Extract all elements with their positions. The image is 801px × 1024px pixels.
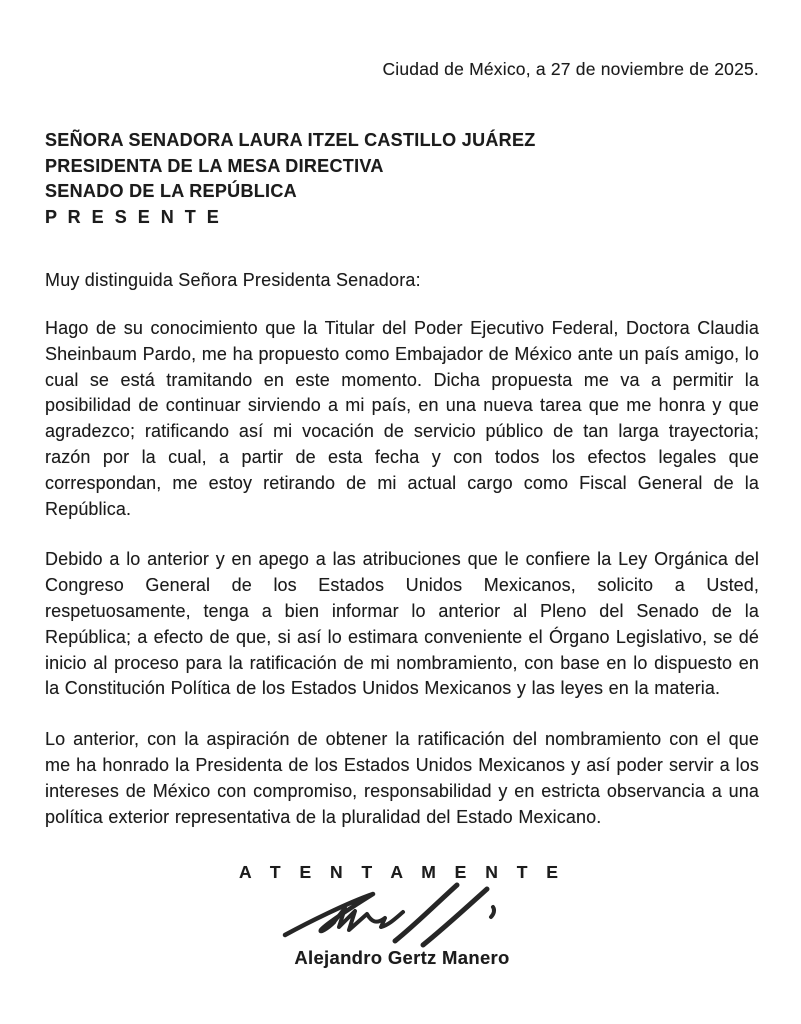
handwritten-signature-scribble bbox=[277, 877, 527, 949]
closing-atentamente: A T E N T A M E N T E bbox=[239, 862, 565, 883]
recipient-title: PRESIDENTA DE LA MESA DIRECTIVA bbox=[45, 155, 384, 176]
paragraph-request: Debido a lo anterior y en apego a las atribuciones que le confiere la Ley Orgánica del Congreso General de los Estados Unidos Mexicanos, solicito a Usted, respetuosamente, tenga a bien informar lo anterior al Pleno del Senado de la República; a efecto de que, si así lo estimara conveniente el Órgano Legislativo, se dé inicio al proceso para la ratificación de mi nombramiento, con base en lo dispuesto en la Constitución Política de los Estados Unidos Mexicanos y las leyes en la materia. bbox=[45, 549, 759, 699]
paragraph-aspiration: Lo anterior, con la aspiración de obtener la ratificación del nombramiento con el que me ha honrado la Presidenta de los Estados Unidos Mexicanos y así poder servir a los intereses de México con compromiso, responsabilidad y en estricta observancia a una política exterior representativa de la pluralidad del Estado Mexicano. bbox=[45, 729, 759, 827]
recipient-presente: P R E S E N T E bbox=[45, 206, 222, 227]
salutation: Muy distinguida Señora Presidenta Senadora: bbox=[45, 270, 421, 290]
dateline: Ciudad de México, a 27 de noviembre de 2025. bbox=[382, 59, 759, 79]
signature-area bbox=[45, 877, 759, 949]
recipient-name: SEÑORA SENADORA LAURA ITZEL CASTILLO JUÁREZ bbox=[45, 130, 536, 150]
paragraph-proposal: Hago de su conocimiento que la Titular del Poder Ejecutivo Federal, Doctora Claudia Sheinbaum Pardo, me ha propuesto como Embajador de México ante un país amigo, lo cual se está tramitando en este momento. Dicha propuesta me va a permitir la posibilidad de continuar sirviendo a mi país, en una nueva tarea que me honra y que agradezco; ratificando así mi vocación de servicio público de tan larga trayectoria; razón por la cual, a partir de esta fecha y con todos los efectos legales que correspondan, me estoy retirando de mi actual cargo como Fiscal General de la República. bbox=[45, 318, 759, 519]
recipient-institution: SENADO DE LA REPÚBLICA bbox=[45, 181, 297, 201]
signer-name: Alejandro Gertz Manero bbox=[294, 947, 510, 969]
recipient-block bbox=[45, 128, 759, 230]
